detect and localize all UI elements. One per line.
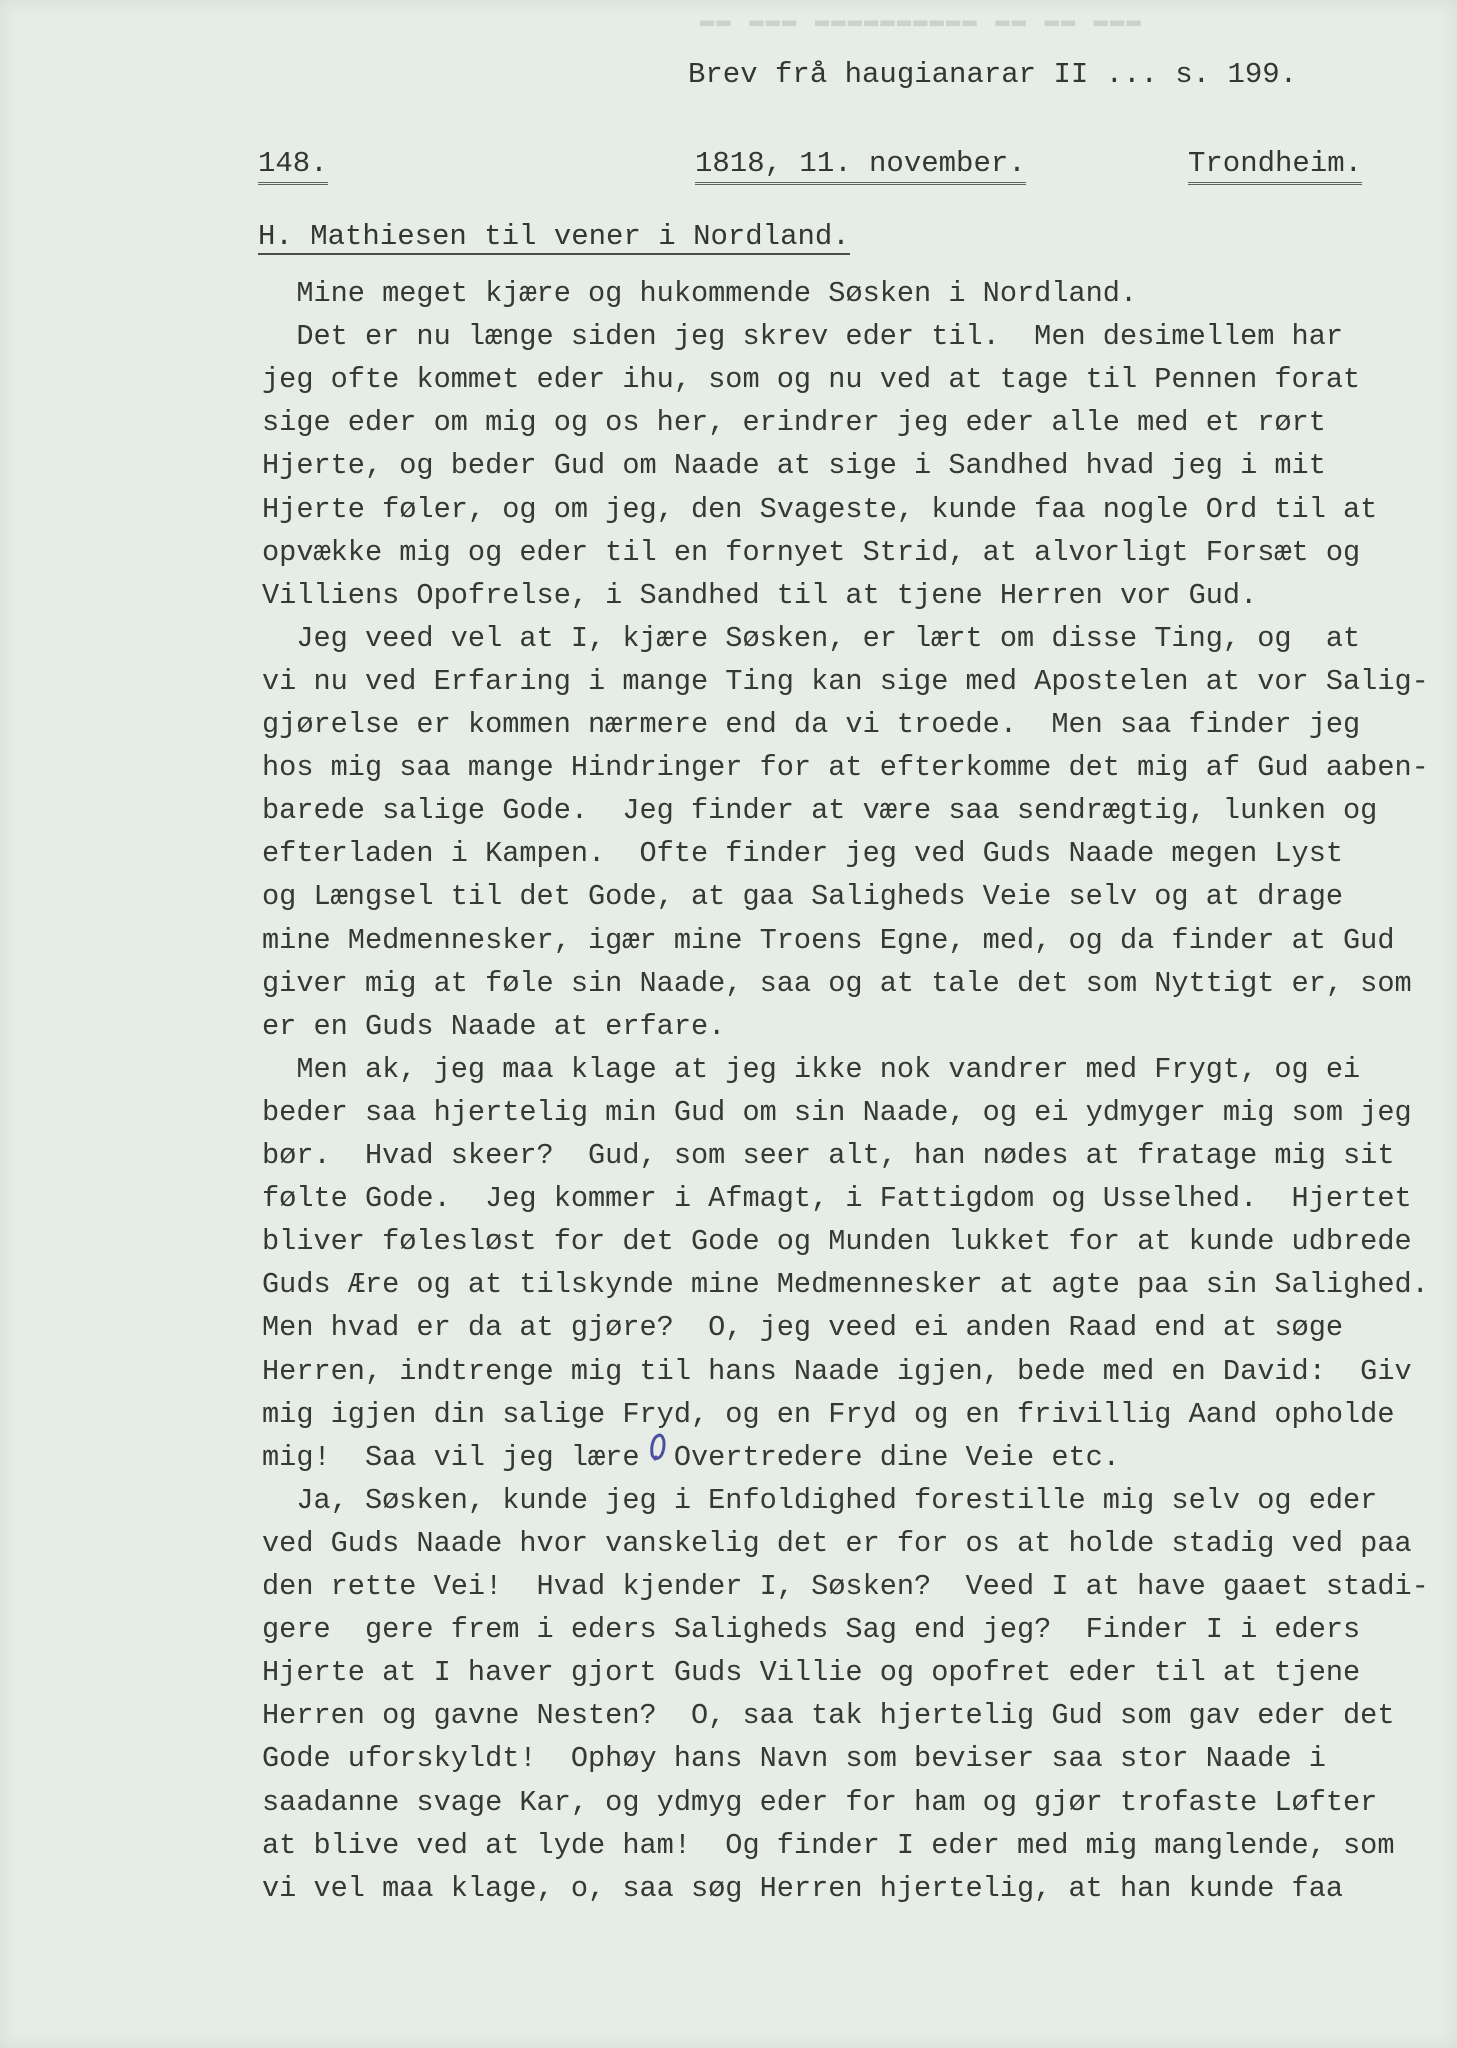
text-line: opvække mig og eder til en fornyet Strid, at alvorligt Forsæt og bbox=[262, 535, 1361, 569]
letter-place: Trondheim. bbox=[1188, 148, 1362, 185]
text-line: Mine meget kjære og hukommende Søsken i Nordland. bbox=[262, 277, 1138, 310]
text-line: Jeg veed vel at I, kjære Søsken, er lært om disse Ting, og at bbox=[262, 621, 1361, 655]
text-line: bør. Hvad skeer? Gud, som seer alt, han nødes at fratage mig sit bbox=[262, 1139, 1395, 1172]
letter-number: 148. bbox=[258, 148, 328, 185]
text-line: gjørelse er kommen nærmere end da vi troede. Men saa finder jeg bbox=[262, 708, 1361, 741]
text-line: jeg ofte kommet eder ihu, som og nu ved at tage til Pennen forat bbox=[262, 363, 1361, 397]
text-line: giver mig at føle sin Naade, saa og at tale det som Nyttigt er, som bbox=[262, 966, 1412, 1000]
handwritten-o-mark bbox=[648, 1432, 668, 1462]
source-reference: Brev frå haugianarar II ... s. 199. bbox=[688, 58, 1298, 91]
text-line: følte Gode. Jeg kommer i Afmagt, i Fattigdom og Usselhed. Hjertet bbox=[262, 1182, 1412, 1216]
text-line: Men hvad er da at gjøre? O, jeg veed ei anden Raad end at søge bbox=[262, 1311, 1344, 1345]
text-line: bliver følesløst for det Gode og Munden lukket for at kunde udbrede bbox=[262, 1225, 1412, 1259]
text-line: hos mig saa mange Hindringer for at efterkomme det mig af Gud aaben- bbox=[262, 751, 1429, 785]
text-line: gere gere frem i eders Saligheds Sag end jeg? Finder I i eders bbox=[262, 1613, 1361, 1647]
letter-date: 1818, 11. november. bbox=[695, 148, 1026, 185]
text-line: Herren og gavne Nesten? O, saa tak hjertelig Gud som gav eder det bbox=[262, 1699, 1395, 1733]
text-line: ved Guds Naade hvor vanskelig det er for os at holde stadig ved paa bbox=[262, 1526, 1412, 1560]
text-line: Det er nu længe siden jeg skrev eder til. Men desimellem har bbox=[262, 320, 1344, 354]
text-line: barede salige Gode. Jeg finder at være saa sendrægtig, lunken og bbox=[262, 794, 1378, 828]
letter-subject: H. Mathiesen til vener i Nordland. bbox=[258, 220, 850, 253]
text-line: Ja, Søsken, kunde jeg i Enfoldighed forestille mig selv og eder bbox=[262, 1483, 1378, 1517]
text-line: saadanne svage Kar, og ydmyg eder for ham og gjør trofaste Løfter bbox=[262, 1785, 1378, 1819]
text-line: Hjerte, og beder Gud om Naade at sige i Sandhed hvad jeg i mit bbox=[262, 449, 1326, 483]
text-line: er en Guds Naade at erfare. bbox=[262, 1009, 726, 1043]
text-line: sige eder om mig og os her, erindrer jeg eder alle med et rørt bbox=[262, 406, 1326, 440]
text-line: Villiens Opofrelse, i Sandhed til at tjene Herren vor Gud. bbox=[262, 578, 1258, 612]
text-line: og Længsel til det Gode, at gaa Saligheds Veie selv og at drage bbox=[262, 880, 1344, 914]
text-line: Guds Ære og at tilskynde mine Medmennesker at agte paa sin Salighed. bbox=[262, 1268, 1429, 1302]
text-line: mig! Saa vil jeg lære Overtredere dine Veie etc. bbox=[262, 1440, 1120, 1474]
text-line: Gode uforskyldt! Ophøy hans Navn som beviser saa stor Naade i bbox=[262, 1742, 1326, 1776]
text-line: mine Medmennesker, igær mine Troens Egne, med, og da finder at Gud bbox=[262, 923, 1395, 957]
text-line: Hjerte føler, og om jeg, den Svageste, kunde faa nogle Ord til at bbox=[262, 492, 1378, 526]
text-line: beder saa hjertelig min Gud om sin Naade, og ei ydmyger mig som jeg bbox=[262, 1095, 1412, 1129]
text-line: den rette Vei! Hvad kjender I, Søsken? Veed I at have gaaet stadi- bbox=[262, 1570, 1429, 1603]
text-line: vi vel maa klage, o, saa søg Herren hjertelig, at han kunde faa bbox=[262, 1871, 1344, 1905]
text-line: efterladen i Kampen. Ofte finder jeg ved Guds Naade megen Lyst bbox=[262, 837, 1344, 871]
text-line: Herren, indtrenge mig til hans Naade igjen, bede med en David: Giv bbox=[262, 1354, 1412, 1388]
faint-stamp-mark: ▬▬ ▬▬▬ ▬▬▬▬▬▬▬▬▬▬ ▬▬ ▬▬ ▬▬▬ bbox=[700, 8, 1143, 35]
text-line: at blive ved at lyde ham! Og finder I eder med mig manglende, som bbox=[262, 1828, 1395, 1862]
text-line: Hjerte at I haver gjort Guds Villie og opofret eder til at tjene bbox=[262, 1656, 1361, 1690]
text-line: vi nu ved Erfaring i mange Ting kan sige med Apostelen at vor Salig- bbox=[262, 664, 1429, 698]
text-line: mig igjen din salige Fryd, og en Fryd og en frivillig Aand opholde bbox=[262, 1397, 1395, 1431]
text-line: Men ak, jeg maa klage at jeg ikke nok vandrer med Frygt, og ei bbox=[262, 1052, 1361, 1086]
